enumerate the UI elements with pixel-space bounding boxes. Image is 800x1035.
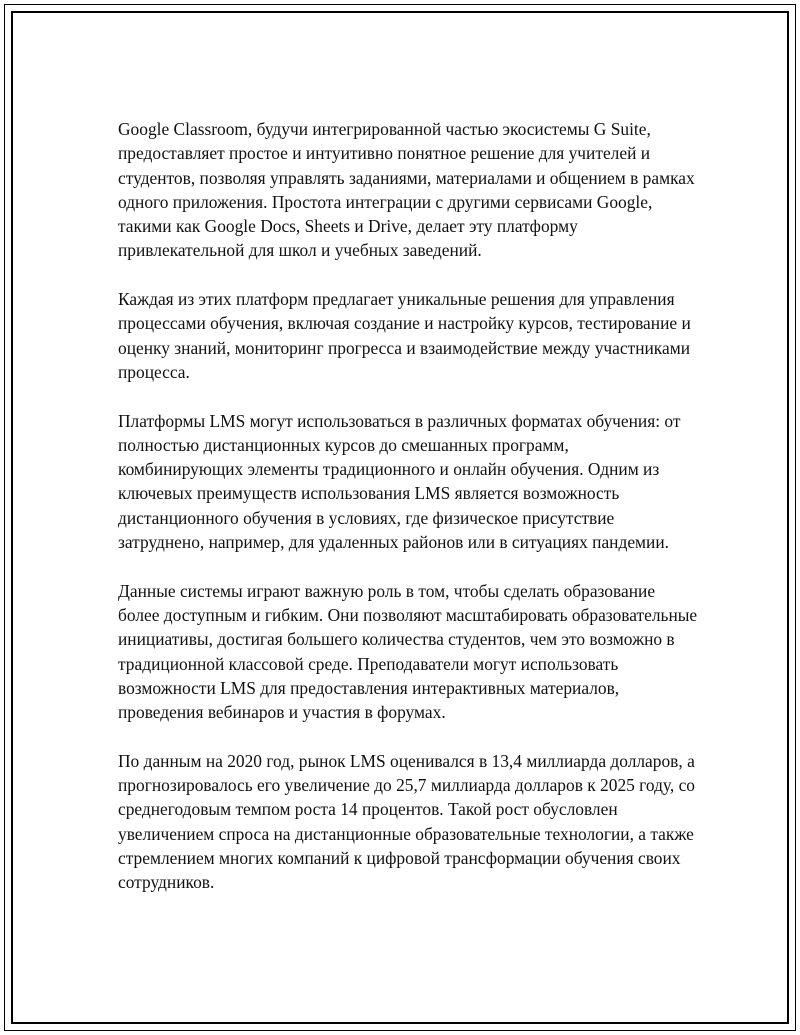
paragraph-google-classroom: Google Classroom, будучи интегрированной частью экосистемы G Suite, предоставляет простое и интуитивно понятное решение для учителей и студентов, позволяя управлять заданиями, материалами и общением в рамках одного приложения. Простота интеграции с другими сервисами Google, такими как Google Docs, Sheets и Drive, делает эту платформу привлекательной для школ и учебных заведений. xyxy=(118,119,695,261)
paragraph-accessibility: Данные системы играют важную роль в том, чтобы сделать образование более доступным и гибким. Они позволяют масштабировать образовательные инициативы, достигая большего количества студентов, чем это возможно в традиционной классовой среде. Преподаватели могут использовать возможности LMS для предоставления интерактивных материалов, проведения вебинаров и участия в форумах. xyxy=(118,580,698,723)
paragraph-platform-features: Каждая из этих платформ предлагает уникальные решения для управления процессами обучения, включая создание и настройку курсов, тестирование и оценку знаний, мониторинг прогресса и взаимодействие между участниками процесса. xyxy=(118,289,691,382)
paragraph-market-data: По данным на 2020 год, рынок LMS оценивался в 13,4 миллиарда долларов, а прогнозировалось его увеличение до 25,7 миллиарда долларов к 2025 году, со среднегодовым темпом роста 14 процентов. Такой рост обусловлен увеличением спроса на дистанционные образовательные технологии, а также стремлением многих компаний к цифровой трансформации обучения своих сотрудников. xyxy=(118,750,695,893)
paragraph-lms-formats: Платформы LMS могут использоваться в различных форматах обучения: от полностью дистанционных курсов до смешанных программ, комбинирующих элементы традиционного и онлайн обучения. Одним из ключевых преимуществ использования LMS является возможность дистанционного обучения в условиях, где физическое присутствие затруднено, например, для удаленных районов или в ситуациях пандемии. xyxy=(118,410,681,553)
document-body xyxy=(118,117,698,919)
